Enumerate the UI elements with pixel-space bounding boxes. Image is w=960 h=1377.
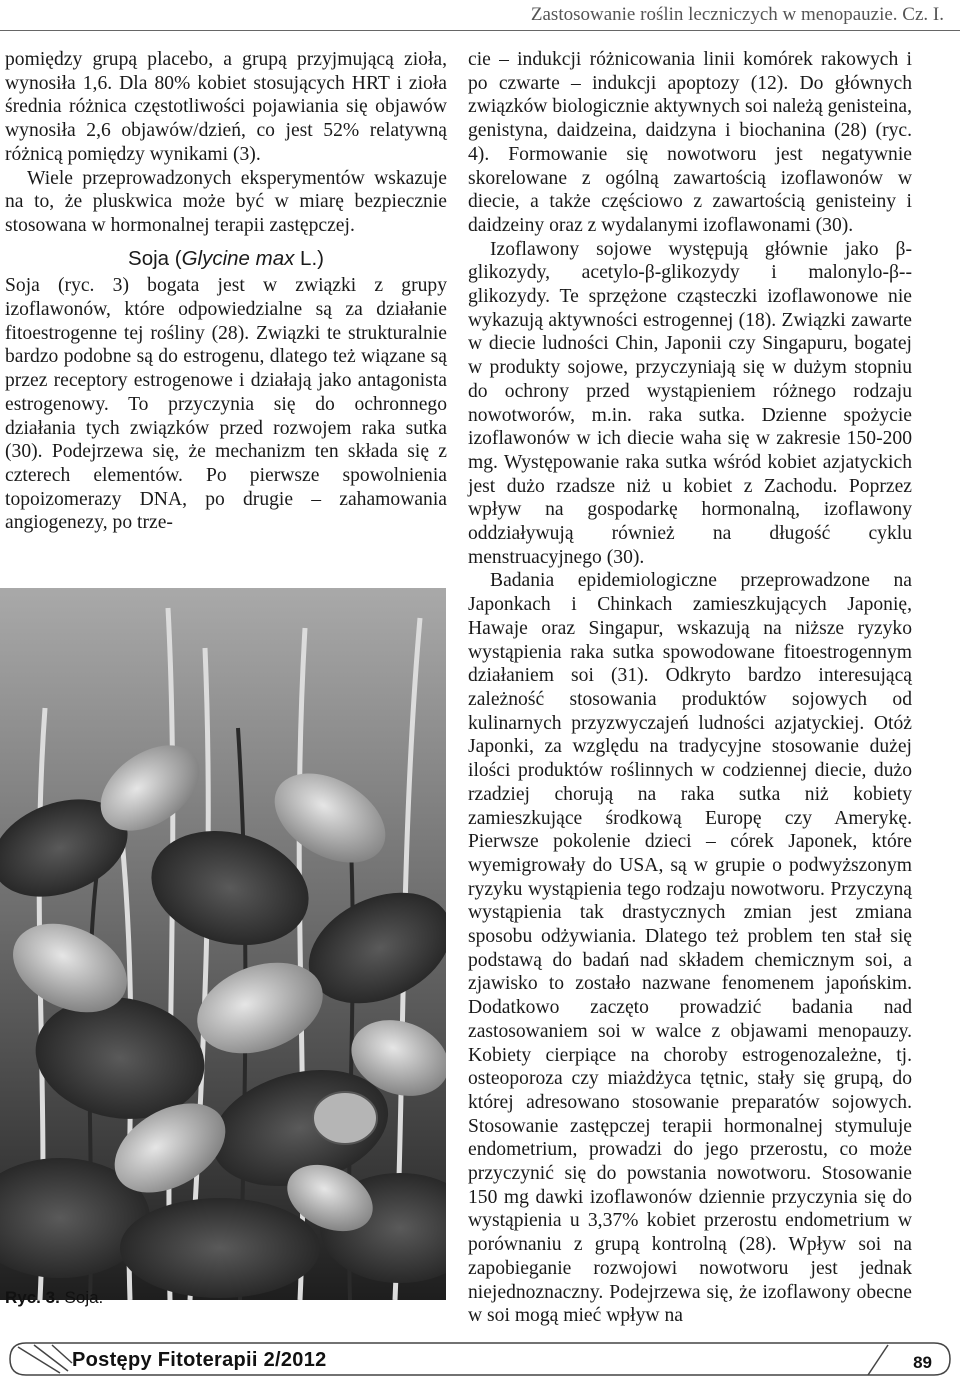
- right-column: [468, 48, 912, 1328]
- paragraph: pomiędzy grupą placebo, a grupą przyjmującą zioła, wynosiła 1,6. Dla 80% kobiet stosujących HRT i zioła średnia różnica częstotliwości pojawiania się objawów wynosiła 2,6 objawów/dzień, co jest 52% relatywną różnicą pomiędzy wynikami (3).: [5, 49, 447, 165]
- header-rule: [0, 30, 960, 31]
- section-title-text: Soja (: [128, 246, 182, 270]
- soy-plant-photo: [0, 588, 446, 1300]
- running-header: Zastosowanie roślin leczniczych w menopauzie. Cz. I.: [530, 4, 944, 25]
- caption-label: Ryc. 3.: [5, 1288, 60, 1307]
- paragraph: Wiele przeprowadzonych eksperymentów wskazuje na to, że pluskwica może być w miarę bezpiecznie stosowana w hormonalnej terapii zastępczej.: [5, 167, 447, 236]
- paragraph: cie – indukcji różnicowania linii komórek rakowych i po czwarte – indukcji apoptozy (12). Do głównych związków biologicznie aktywnych soi należą genisteina, genistyna, daidzeina, daidzyna i biochanina (28) (ryc. 4). Formowanie się nowotworu jest negatywnie skorelowane z ogólną zawartością izoflawonów w diecie, a także częściowo z zawartością genisteiny i daidzeiny oraz z wydalanymi izoflawonami (30).: [468, 49, 912, 236]
- paragraph: Izoflawony sojowe występują głównie jako β-glikozydy, acetylo-β-glikozydy i malonylo-β--glikozydy. Te sprzężone cząsteczki izoflawonowe nie wykazują aktywności estrogennej (18). Związki zawarte w diecie ludności Chin, Japonii czy Singapuru, bogatej w produkty sojowe, przyczyniają się w dużym stopniu do ochrony przed wystąpieniem różnego rodzaju nowotworów, m.in. raka sutka. Dzienne spożycie izoflawonów w ich diecie waha się w zakresie 150-200 mg. Występowanie raka sutka wśród kobiet azjatyckich jest dużo rzadsze niż u kobiet z Zachodu. Poprzez wpływ na gospodarkę hormonalną, izoflawony oddziaływują również na długość cyklu menstruacyjnego (30).: [468, 238, 912, 568]
- paragraph: Badania epidemiologiczne przeprowadzone na Japonkach i Chinkach zamieszkujących Japonię, Hawaje oraz Singapur, wskazują na niższe ryzyko wystąpienia raka sutka spowodowane fitoestrogennym działaniem soi (31). Odkryto bardzo interesującą zależność stosowania produktów sojowych od kulinarnych przyzwyczajeń ludności azjatyckiej. Otóż Japonki, za względu na tradycyjne stosowanie dużej ilości produktów roślinnych w codziennej diecie, dużo rzadziej chorują na raka sutka niż kobiety zamieszkujące środkową Europę czy Amerykę. Pierwsze pokolenie dzieci – córek Japonek, które wyemigrowały do USA, są w grupie o podwyższonym ryzyku wystąpienia tego rodzaju nowotworu. Przyczyną wystąpienia tak drastycznych zmian jest zmiana sposobu odżywiania. Dlatego też problem ten stał się podstawą do badań nad składem chemicznym soi, a zjawisko to zostało nazwane fenomenem japońskim. Dodatkowo zaczęto prowadzić badania nad zastosowaniem soi w walce z objawami menopauzy. Kobiety cierpiące na choroby estrogenozależne, tj. osteoporoza czy miażdżyca tętnic, stały się grupą, do której adresowano stosowanie preparatów sojowych. Stosowanie zastępczej terapii hormonalnej stymuluje endometrium, prowadzi do jego przerostu, co może przyczynić się do powstania nowotworu. Stosowanie 150 mg dawki izoflawonów dziennie przyczynia się do wystąpienia u 3,37% kobiet przerostu endometrium w porównaniu z grupą kontrolną (28). Wpływ soi na zapobieganie rozwojowi nowotworu jest jednak niejednoznaczny. Podejrzewa się, że izoflawony obecne w soi mogą mieć wpływ na: [468, 570, 912, 1327]
- page-number: 89: [913, 1353, 932, 1372]
- left-column: [5, 48, 447, 535]
- journal-name: Postępy Fitoterapii 2/2012: [72, 1349, 327, 1371]
- caption-text: Soja.: [59, 1288, 104, 1307]
- section-title-latin: Glycine max: [181, 246, 295, 270]
- figure-caption: [5, 1288, 103, 1308]
- section-title: [5, 247, 447, 271]
- section-title-end: L.): [294, 246, 324, 270]
- paragraph: Soja (ryc. 3) bogata jest w związki z grupy izoflawonów, które odpowiedzialne są za działanie fitoestrogenne tej rośliny (28). Związki te strukturalnie bardzo podobne są do estrogenu, dlatego też wiązane są przez receptory estrogenowe i działają jako antagonista estrogenowy. To przyczynia się do ochronnego działania tych związków przed rozwojem raka sutka (30). Podejrzewa się, że mechanizm ten składa się z czterech elementów. Po pierwsze spowolnienia topoizomerazy DNA, po drugie – zahamowania angiogenezy, po trze-: [5, 275, 447, 534]
